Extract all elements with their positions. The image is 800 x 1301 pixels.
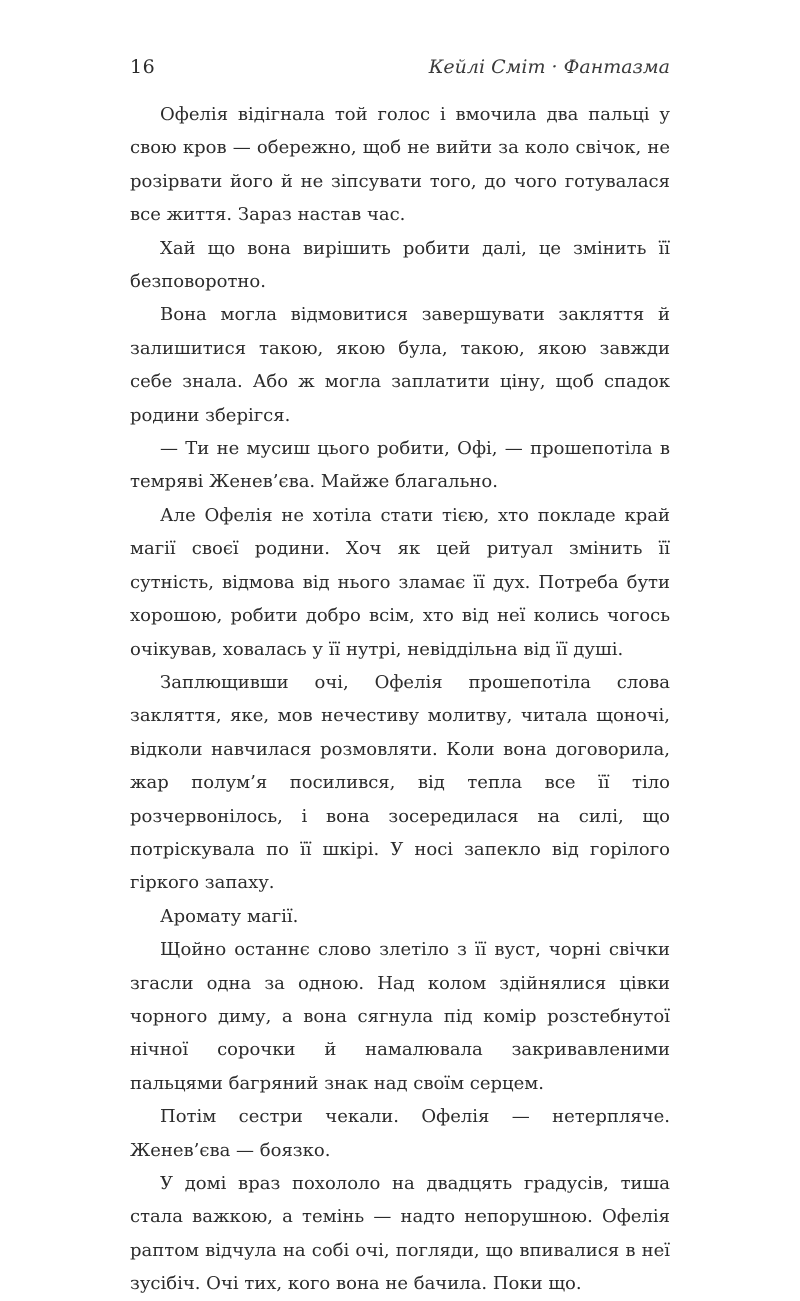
- paragraph: Аромату магії.: [160, 905, 299, 927]
- paragraph: Заплющивши очі, Офелія прошепотіла слова закляття, яке, мов нечестиву молитву, читала щоночі, відколи навчилася розмовляти. Коли вона договорила, жар полум’я посилився, від тепла все її тіло розчервонілось, і вона зосередилася на силі, що потріскувала по її шкірі. У носі запекло від горілого гіркого запаху.: [130, 671, 670, 894]
- paragraph: Потім сестри чекали. Офелія — нетерпляче. Женев’єва — боязко.: [130, 1106, 670, 1161]
- paragraph: — Ти не мусиш цього робити, Офі, — прошепотіла в темряві Женев’єва. Майже благально.: [130, 438, 670, 493]
- paragraph: Щойно останнє слово злетіло з її вуст, чорні свічки згасли одна за одною. Над колом здійнялися цівки чорного диму, а вона сягнула під комір розстебнутої нічної сорочки й намалювала закривавленими пальцями багряний знак над своїм серцем.: [130, 939, 670, 1094]
- paragraph: Вона могла відмовитися завершувати закляття й залишитися такою, якою була, такою, якою завжди себе знала. Або ж могла заплатити ціну, щоб спадок родини зберігся.: [130, 304, 670, 426]
- paragraph: Хай що вона вирішить робити далі, це змінить її безповоротно.: [130, 237, 670, 293]
- page-header: [130, 56, 670, 86]
- page-number: 16: [130, 56, 156, 78]
- paragraph: Але Офелія не хотіла стати тією, хто покладе край магії своєї родини. Хоч як цей ритуал змінить її сутність, відмова від нього зламає її дух. Потреба бути хорошою, робити добро всім, хто від неї колись чогось очікував, ховалась у її нутрі, невіддільна від її душі.: [130, 504, 670, 660]
- paragraph: Офелія відігнала той голос і вмочила два пальці у свою кров — обережно, щоб не вийти за коло свічок, не розірвати його й не зіпсувати того, до чого готувалася все життя. Зараз настав час.: [130, 104, 670, 226]
- running-head: Кейлі Сміт · Фантазма: [428, 56, 670, 78]
- paragraph: У домі враз похололо на двадцять градусів, тиша стала важкою, а темінь — надто непорушною. Офелія раптом відчула на собі очі, погляди, що впивалися в неї зусібіч. Очі тих, кого вона не бачила. Поки що.: [130, 1173, 670, 1295]
- body-text: [130, 98, 670, 1301]
